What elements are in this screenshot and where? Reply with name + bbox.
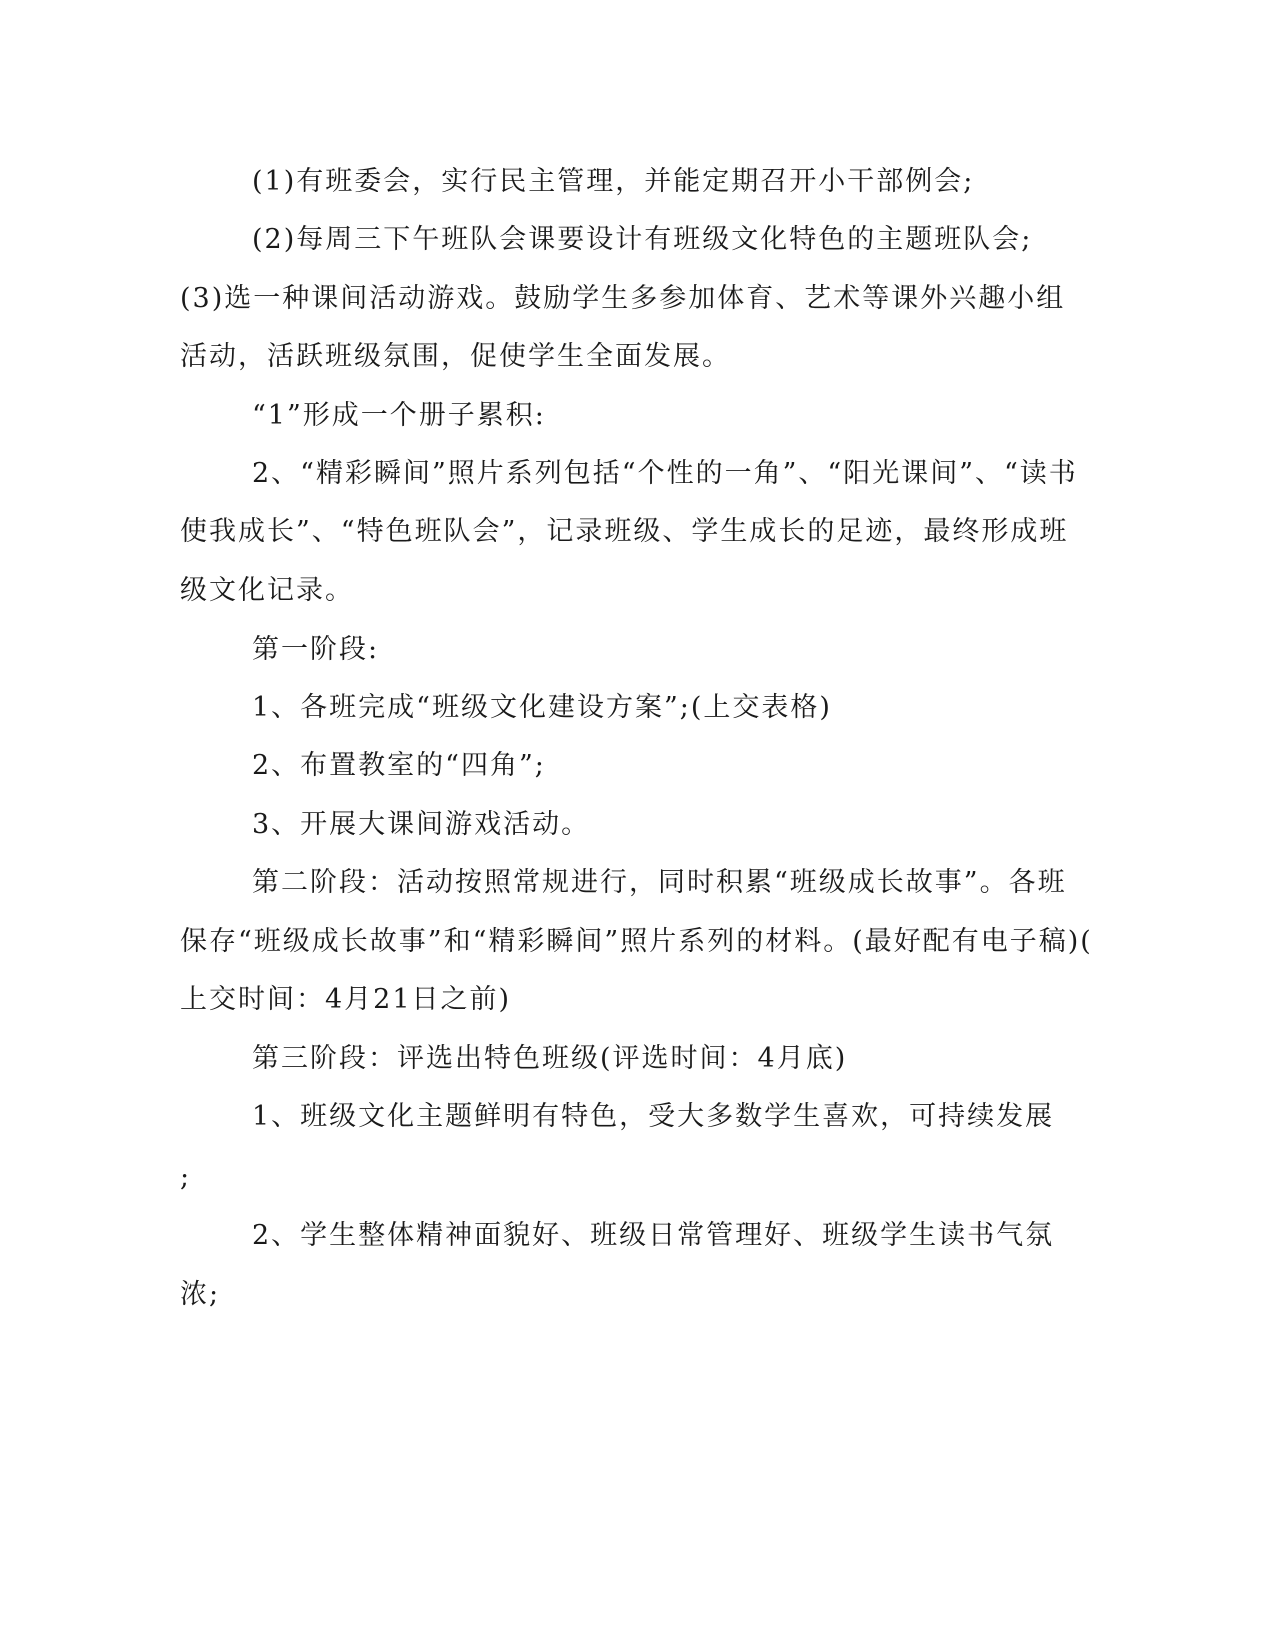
list-item: 1、班级文化主题鲜明有特色，受大多数学生喜欢，可持续发展 [252,1101,1055,1132]
list-item: 2、学生整体精神面貌好、班级日常管理好、班级学生读书气氛 [252,1220,1055,1251]
paragraph-line: 级文化记录。 [180,575,354,606]
list-item: 3、开展大课间游戏活动。 [252,809,591,840]
section-heading: 第一阶段: [252,634,380,665]
paragraph-line: (3)选一种课间活动游戏。鼓励学生多参加体育、艺术等课外兴趣小组 [180,283,1066,314]
list-item: 2、布置教室的“四角”; [252,750,546,781]
paragraph-line: ; [180,1162,192,1193]
paragraph-line: 浓; [180,1279,221,1310]
paragraph-line: 2、“精彩瞬间”照片系列包括“个性的一角”、“阳光课间”、“读书 [252,458,1078,489]
paragraph-line: (1)有班委会，实行民主管理，并能定期召开小干部例会; [252,166,975,197]
list-item: 1、各班完成“班级文化建设方案”;(上交表格) [252,692,832,723]
paragraph-line: 使我成长”、“特色班队会”，记录班级、学生成长的足迹，最终形成班 [180,516,1069,547]
paragraph-line: 活动，活跃班级氛围，促使学生全面发展。 [180,341,731,372]
section-heading: 第三阶段：评选出特色班级(评选时间：4月底) [252,1043,848,1074]
paragraph-line: 第二阶段：活动按照常规进行，同时积累“班级成长故事”。各班 [252,867,1067,898]
paragraph-line: 上交时间：4月21日之前) [180,984,512,1015]
paragraph-line: “1”形成一个册子累积: [252,400,546,431]
paragraph-line: 保存“班级成长故事”和“精彩瞬间”照片系列的材料。(最好配有电子稿)( [180,926,1093,957]
paragraph-line: (2)每周三下午班队会课要设计有班级文化特色的主题班队会; [252,224,1033,255]
